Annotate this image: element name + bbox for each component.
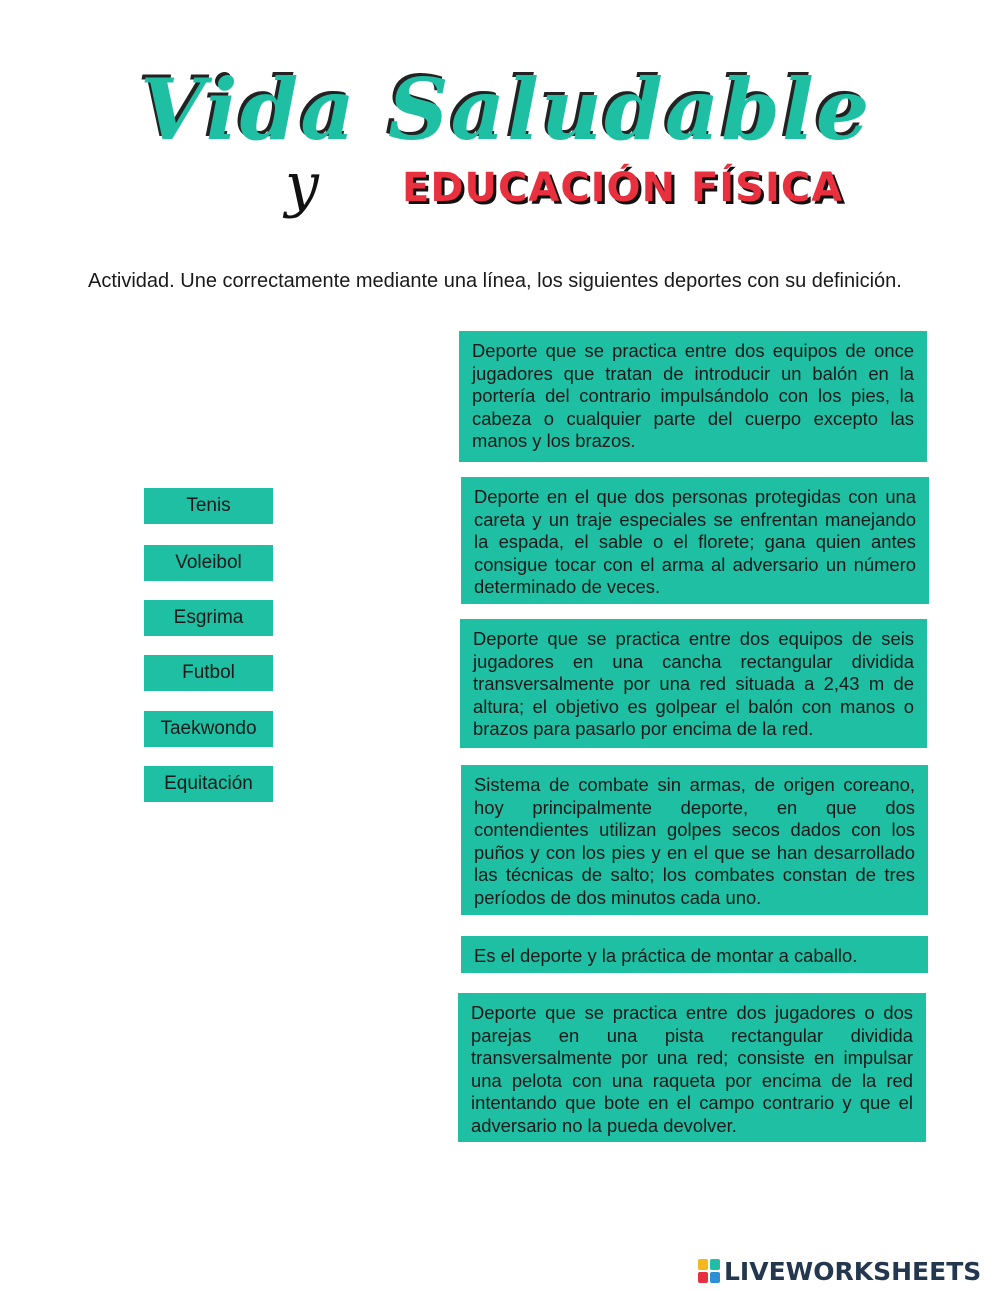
term-tenis[interactable]: Tenis xyxy=(144,488,273,524)
term-esgrima[interactable]: Esgrima xyxy=(144,600,273,636)
definition-equitacion[interactable]: Es el deporte y la práctica de montar a caballo. xyxy=(461,936,928,973)
term-equitacion[interactable]: Equitación xyxy=(144,766,273,802)
definition-taekwondo[interactable]: Sistema de combate sin armas, de origen coreano, hoy principalmente deporte, en que dos contendientes utilizan golpes secos dados con los puños y con los pies y en el que se han desarrollado las técnicas de salto; los combates constan de tres períodos de dos minutos cada uno. xyxy=(461,765,928,915)
term-futbol[interactable]: Futbol xyxy=(144,655,273,691)
definition-esgrima[interactable]: Deporte en el que dos personas protegidas con una careta y un traje especiales se enfrentan manejando la espada, el sable o el florete; gana quien antes consigue tocar con el arma al adversario un número determinado de veces. xyxy=(461,477,929,604)
definition-tenis[interactable]: Deporte que se practica entre dos jugadores o dos parejas en una pista rectangular dividida transversalmente por una red; consiste en impulsar una pelota con una raqueta por encima de la red intentando que bote en el campo contrario y que el adversario no la pueda devolver. xyxy=(458,993,926,1142)
instructions: Actividad. Une correctamente mediante una línea, los siguientes deportes con su definición. xyxy=(88,270,902,292)
title-y: y xyxy=(285,150,319,220)
definition-futbol[interactable]: Deporte que se practica entre dos equipos de once jugadores que tratan de introducir un balón en la portería del contrario impulsándolo con los pies, la cabeza o cualquier parte del cuerpo excepto las manos y los brazos. xyxy=(459,331,927,462)
definition-voleibol[interactable]: Deporte que se practica entre dos equipos de seis jugadores en una cancha rectangular dividida transversalmente por una red situada a 2,43 m de altura; el objetivo es golpear el balón con manos o brazos para pasarlo por encima de la red. xyxy=(460,619,927,748)
liveworksheets-logo-icon xyxy=(698,1259,720,1283)
title-vida-saludable: Vida Saludable xyxy=(140,60,872,159)
term-taekwondo[interactable]: Taekwondo xyxy=(144,711,273,747)
liveworksheets-logo xyxy=(698,1256,994,1286)
title-educacion-fisica: EDUCACIÓN FÍSICA xyxy=(402,165,844,211)
liveworksheets-brand: LIVEWORKSHEETS xyxy=(724,1256,982,1286)
term-voleibol[interactable]: Voleibol xyxy=(144,545,273,581)
